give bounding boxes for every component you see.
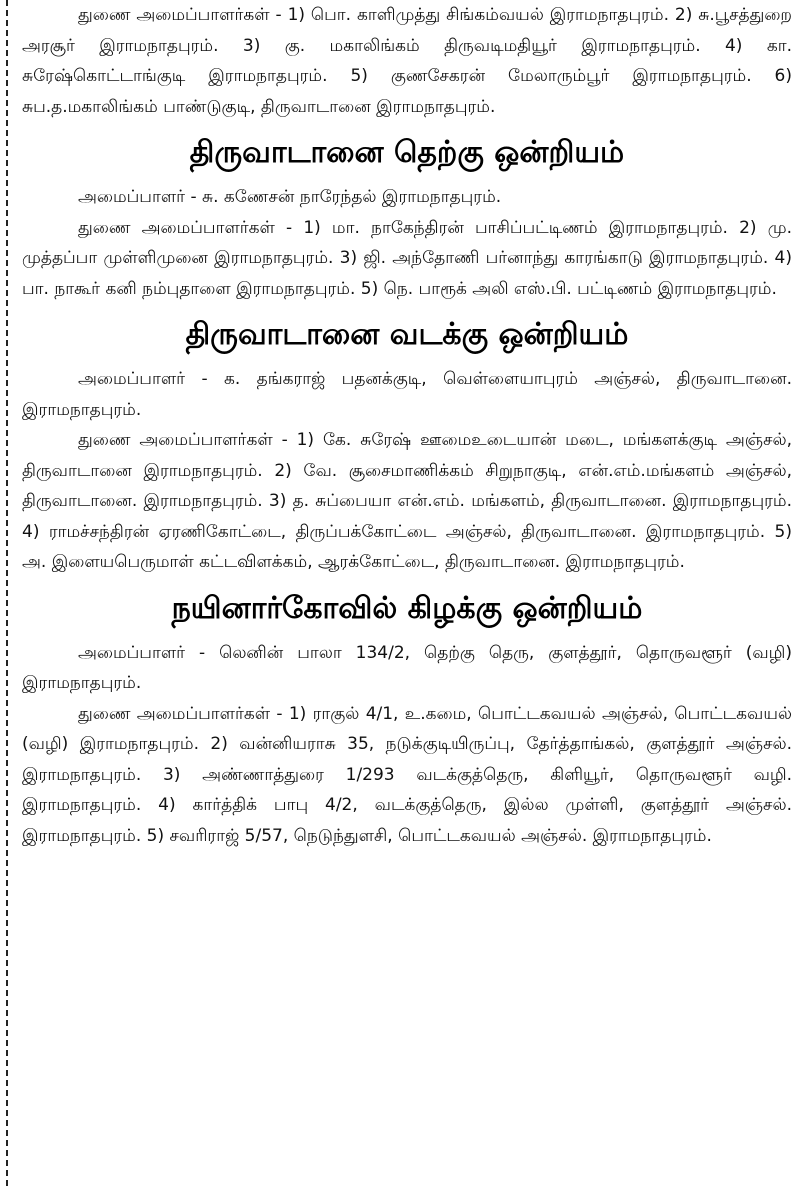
dashed-column-rule	[6, 0, 8, 1186]
section-thiruvadanai-north	[22, 316, 792, 578]
section-heading: திருவாடானை வடக்கு ஒன்றியம்	[185, 317, 629, 352]
section-nainarkovil-east	[22, 590, 792, 852]
organizer-paragraph: அமைப்பாளர் - க. தங்கராஜ் பதனக்குடி, வெள்ளையாபுரம் அஞ்சல், திருவாடானை. இராமநாதபுரம்.	[22, 369, 792, 420]
section-heading: திருவாடானை தெற்கு ஒன்றியம்	[189, 135, 625, 170]
deputy-organizers-paragraph: துணை அமைப்பாளர்கள் - 1) மா. நாகேந்திரன் பாசிப்பட்டிணம் இராமநாதபுரம். 2) மு. முத்தப்பா முள்ளிமுனை இராமநாதபுரம். 3) ஜி. அந்தோணி பர்னாந்து காரங்காடு இராமநாதபுரம். 4) பா. நாகூர் கனி நம்புதாளை இராமநாதபுரம். 5) நெ. பாரூக் அலி எஸ்.பி. பட்டிணம் இராமநாதபுரம்.	[22, 217, 792, 299]
article-column	[22, 0, 792, 851]
section-thiruvadanai-south	[22, 134, 792, 304]
intro-paragraph: துணை அமைப்பாளர்கள் - 1) பொ. காளிமுத்து சிங்கம்வயல் இராமநாதபுரம். 2) சு.பூசத்துறை அரசூர் இராமநாதபுரம். 3) கு. மகாலிங்கம் திருவடிமதியூர் இராமநாதபுரம். 4) கா. சுரேஷ்கொட்டாங்குடி இராமநாதபுரம். 5) குணசேகரன் மேலாரும்பூர் இராமநாதபுரம். 6) சுப.த.மகாலிங்கம் பாண்டுகுடி, திருவாடானை இராமநாதபுரம்.	[22, 5, 792, 117]
organizer-paragraph: அமைப்பாளர் - சு. கணேசன் நாரேந்தல் இராமநாதபுரம்.	[78, 187, 502, 207]
section-heading: நயினார்கோவில் கிழக்கு ஒன்றியம்	[171, 590, 643, 626]
deputy-organizers-paragraph: துணை அமைப்பாளர்கள் - 1) ராகுல் 4/1, உ.கமை, பொட்டகவயல் அஞ்சல், பொட்டகவயல் (வழி) இராமநாதபுரம். 2) வன்னியராசு 35, நடுக்குடியிருப்பு, தேர்த்தாங்கல், குளத்தூர் அஞ்சல். இராமநாதபுரம். 3) அண்ணாத்துரை 1/293 வடக்குத்தெரு, கிளியூர், தொருவளூர் வழி. இராமநாதபுரம். 4) கார்த்திக் பாபு 4/2, வடக்குத்தெரு, இல்ல முள்ளி, குளத்தூர் அஞ்சல். இராமநாதபுரம். 5) சவரிராஜ் 5/57, நெடுந்துளசி, பொட்டகவயல் அஞ்சல். இராமநாதபுரம்.	[22, 703, 792, 846]
organizer-paragraph: அமைப்பாளர் - லெனின் பாலா 134/2, தெற்கு தெரு, குளத்தூர், தொருவளூர் (வழி) இராமநாதபுரம்.	[22, 642, 792, 693]
deputy-organizers-paragraph: துணை அமைப்பாளர்கள் - 1) கே. சுரேஷ் ஊமைஉடையான் மடை, மங்களக்குடி அஞ்சல், திருவாடானை இராமநாதபுரம். 2) வே. சூசைமாணிக்கம் சிறுநாகுடி, என்.எம்.மங்களம் அஞ்சல், திருவாடானை. இராமநாதபுரம். 3) த. சுப்பையா என்.எம். மங்களம், திருவாடானை. இராமநாதபுரம். 4) ராமச்சந்திரன் ஏரணிகோட்டை, திருப்பக்கோட்டை அஞ்சல், திருவாடானை. இராமநாதபுரம். 5) அ. இளையபெருமாள் கட்டவிளக்கம், ஆரக்கோட்டை, திருவாடானை. இராமநாதபுரம்.	[22, 430, 792, 572]
